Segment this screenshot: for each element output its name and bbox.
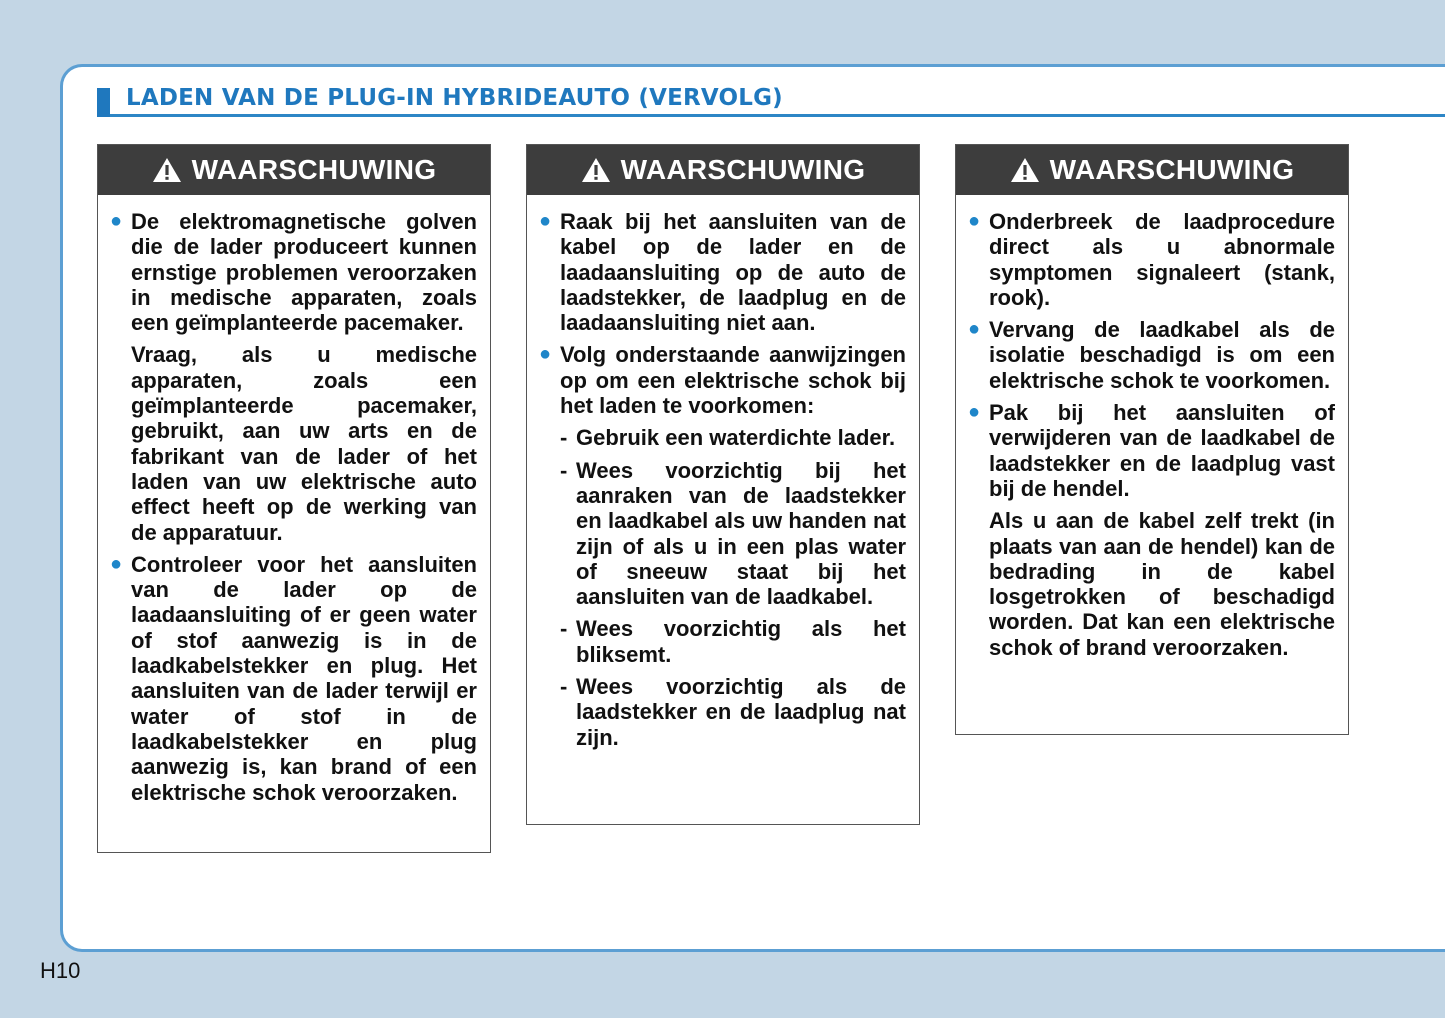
sub-item: - Wees voorzichtig bij het aanraken van de laadstekker en laadkabel als uw handen nat zijn of als u in een plas water of sneeuw staat bij het aansluiten van de laadkabel. <box>560 457 906 610</box>
bullet-dot: ● <box>539 210 552 232</box>
list-item: ● De elektromagnetische golven die de lader produceert kunnen ernstige problemen veroorzaken in medische apparaten, zoals een geïmplanteerde pacemaker. <box>110 209 477 336</box>
sub-item: - Wees voorzichtig als het bliksemt. <box>560 616 906 667</box>
warning-heading: WAARSCHUWING <box>1049 154 1295 185</box>
page-number: H10 <box>40 958 81 983</box>
warning-box-3 <box>955 144 1349 735</box>
sub-item: - Wees voorzichtig als de laadstekker en de laadplug nat zijn. <box>560 674 906 750</box>
warning-triangle-icon <box>581 157 611 183</box>
section-title: LADEN VAN DE PLUG-IN HYBRIDEAUTO (VERVOLG) <box>126 85 783 111</box>
title-accent-mark <box>97 88 110 117</box>
list-item: ● Raak bij het aansluiten van de kabel op de lader en de laadaansluiting op de auto de laadstekker, de laadplug en de laadaansluiting niet aan. <box>539 209 906 336</box>
bullet-dot: ● <box>539 343 552 366</box>
list-item: ● Pak bij het aansluiten of verwijderen van de laadkabel de laadstekker en de laadplug vast bij de hendel. <box>968 400 1335 501</box>
bullet-dot: ● <box>968 210 981 232</box>
warning-header <box>527 145 919 195</box>
warning-heading: WAARSCHUWING <box>191 154 437 185</box>
sub-item: - Gebruik een waterdichte lader. <box>560 425 896 451</box>
warning-body <box>527 195 919 750</box>
bullet-dot: ● <box>110 210 123 232</box>
warning-header <box>98 145 490 195</box>
warning-triangle-icon <box>1010 157 1040 183</box>
bullet-dot: ● <box>110 552 123 575</box>
warning-header <box>956 145 1348 195</box>
list-item: ● Volg onderstaande aanwijzingen op om een elektrische schok bij het laden te voorkomen: <box>539 342 906 419</box>
warning-box-2 <box>526 144 920 825</box>
paragraph: Vraag, als u medische apparaten, zoals een geïmplanteerde pacemaker, gebruikt, aan uw arts en de fabrikant van de lader of het laden van uw elektrische auto effect heeft op de werking van de apparatuur. <box>131 342 477 545</box>
warning-box-1 <box>97 144 491 853</box>
bullet-dot: ● <box>968 401 981 424</box>
list-item: ● Controleer voor het aansluiten van de lader op de laadaansluiting of er geen water of stof aanwezig is in de laadkabelstekker en plug. Het aansluiten van de lader terwijl er water of stof in de laadkabelstekker en plug aanwezig is, kan brand of een elektrische schok veroorzaken. <box>110 551 477 805</box>
paragraph: Als u aan de kabel zelf trekt (in plaats van aan de hendel) kan de bedrading in de kabel losgetrokken of beschadigd worden. Dat kan een elektrische schok of brand veroorzaken. <box>989 508 1335 660</box>
list-item: ● Onderbreek de laadprocedure direct als u abnormale symptomen signaleert (stank, rook). <box>968 209 1335 310</box>
warning-body <box>956 195 1348 660</box>
list-item: ● Vervang de laadkabel als de isolatie beschadigd is om een elektrische schok te voorkomen. <box>968 317 1335 393</box>
section-title-bar <box>97 86 1445 117</box>
warning-body <box>98 195 490 805</box>
bullet-dot: ● <box>968 318 981 341</box>
warning-triangle-icon <box>152 157 182 183</box>
warning-heading: WAARSCHUWING <box>620 154 866 185</box>
